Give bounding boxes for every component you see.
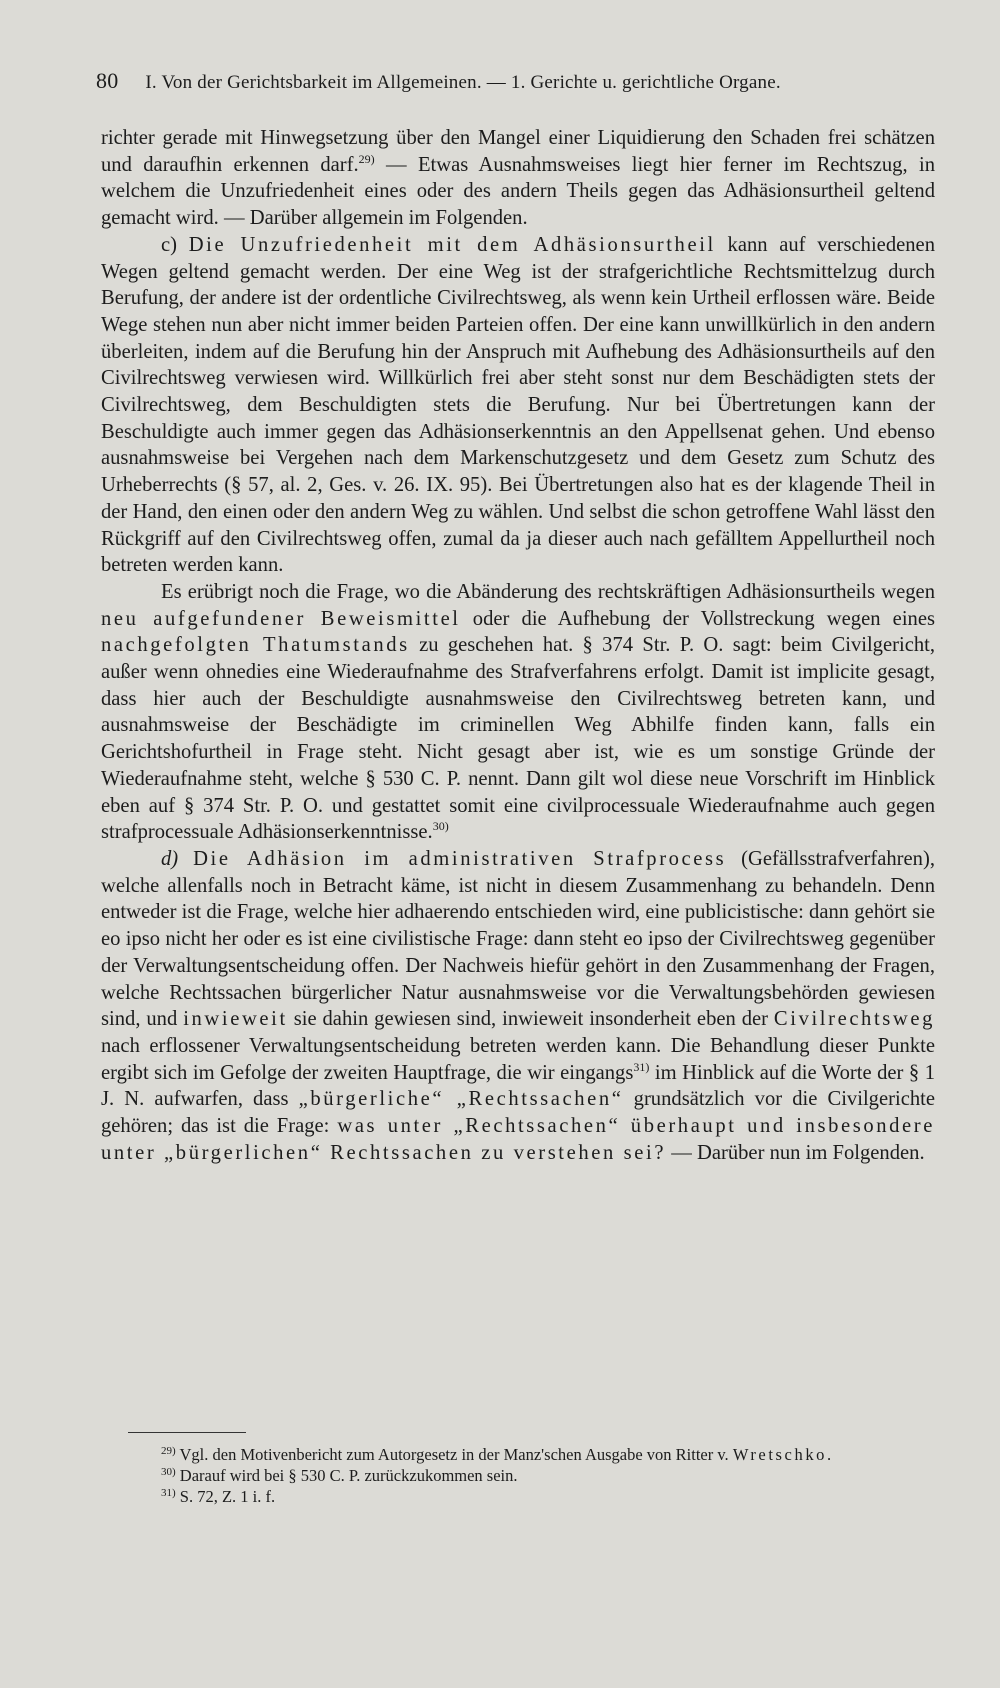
emphasis-text: Die Unzufriedenheit mit dem Adhäsionsurtheil	[188, 233, 716, 256]
footnote-ref-30: 30)	[432, 819, 449, 834]
section-marker-c: c)	[161, 233, 177, 256]
footnote-ref-31: 31)	[633, 1059, 650, 1074]
footnote-text: .	[827, 1445, 832, 1464]
main-text	[101, 125, 935, 1166]
footnote-text: S. 72, Z. 1 i. f.	[175, 1486, 276, 1506]
text-run: kann auf verschiedenen Wegen geltend gemacht werden. Der eine Weg ist der strafgerichtliche Rechtsmittelzug durch Berufung, der andere ist der ordentliche Civilrechtsweg, als wenn kein Urtheil erflossen wäre. Beide Wege stehen nun aber nicht immer beiden Parteien offen. Der eine kann unwillkürlich in den andern überleiten, indem auf die Berufung hin der Anspruch mit Aufhebung des Adhäsionsurtheils auf den Civilrechtsweg verwiesen wird. Willkürlich frei aber steht sonst nur dem Beschädigten stets der Civilrechtsweg, dem Beschuldigten stets die Berufung. Nur bei Übertretungen kann der Beschuldigte auch immer gegen das Adhäsionserkenntnis an den Appellsenat gehen. Und ebenso ausnahmsweise bei Vergehen nach dem Markenschutzgesetz und dem Gesetz zum Schutz des Urheberrechts (§ 57, al. 2, Ges. v. 26. IX. 95). Bei Übertretungen also hat es der klagende Theil in der Hand, den einen oder den andern Weg zu wählen. Und selbst die schon getroffene Wahl lässt den Rückgriff auf den Civilrechtsweg offen, zumal da ja dieser auch nach gefälltem Appellurtheil noch betreten werden kann.	[101, 233, 935, 577]
footnote-text: Darauf wird bei § 530 C. P. zurückzukommen sein.	[175, 1465, 518, 1485]
emphasis-text: neu aufgefundener Beweismittel	[101, 607, 461, 630]
emphasis-text: nachgefolgten Thatumstands	[101, 634, 410, 657]
running-header	[96, 68, 936, 94]
paragraph-3	[101, 579, 935, 846]
footnote-text: Vgl. den Motivenbericht zum Autorgesetz in der Manz'schen Ausgabe von Ritter v.	[175, 1445, 733, 1464]
emphasis-text: was unter „Rechtssachen“ überhaupt und insbesondere unter „bürgerlichen“ Rechtssachen zu verstehen sei?	[101, 1115, 935, 1164]
paragraph-c	[101, 232, 935, 579]
text-run: zu geschehen hat. § 374 Str. P. O. sagt: beim Civilgericht, außer wenn ohnedies eine Wiederaufnahme des Strafverfahrens erfolgt. Damit ist implicite gesagt, dass hier auch der Beschuldigte ausnahmsweise den Civilrechtsweg betreten kann, und ausnahmsweise der Beschädigte im criminellen Weg Abhilfe finden kann, falls ein Gerichtshofurtheil in Frage steht. Nicht gesagt aber ist, wie es um sonstige Gründe der Wiederaufnahme steht, welche § 530 C. P. nennt. Dann gilt wol diese neue Vorschrift im Hinblick eben auf § 374 Str. P. O. und gestattet somit eine civilprocessuale Wiederaufnahme auch gegen strafprocessuale Adhäsionserkenntnisse.	[101, 634, 936, 844]
footnotes	[101, 1445, 935, 1507]
text-run: nach erflossener Verwaltungsentscheidung betreten werden kann. Die Behandlung dieser Punkte ergibt sich im Gefolge der zweiten Hauptfrage, die wir eingangs	[101, 1034, 935, 1084]
text-run: — Etwas Ausnahmsweises liegt hier ferner im Rechtszug, in welchem die Unzufriedenheit eines oder des andern Theils gegen das Adhäsionsurtheil geltend gemacht wird. — Darüber allgemein im Folgenden.	[101, 153, 936, 230]
text-run: im Hinblick auf die Worte der § 1 J. N. aufwarfen, dass	[101, 1061, 935, 1111]
footnote-number: 29)	[161, 1445, 176, 1457]
section-marker-d: d)	[161, 847, 179, 870]
text-run: — Darüber nun im Folgenden.	[666, 1141, 925, 1164]
paragraph-d	[101, 846, 935, 1166]
footnote-30	[101, 1466, 935, 1487]
emphasis-text: inwieweit	[183, 1008, 288, 1031]
text-run: sie dahin gewiesen sind, inwieweit insonderheit eben der	[287, 1008, 774, 1031]
emphasis-text: „bürgerliche“ „Rechtssachen“	[298, 1088, 624, 1111]
text-run: Es erübrigt noch die Frage, wo die Abänderung des rechtskräftigen Adhäsionsurtheils wegen	[161, 580, 935, 603]
footnote-number: 31)	[161, 1486, 176, 1499]
paragraph-1	[101, 125, 935, 232]
footnote-ref-29: 29)	[358, 151, 375, 166]
footnote-29	[101, 1445, 935, 1466]
text-run: grundsätzlich vor die Civilgerichte gehören; das ist die Frage:	[101, 1088, 935, 1138]
emphasis-text: Wretschko	[732, 1445, 828, 1464]
text-run: richter gerade mit Hinwegsetzung über den Mangel einer Liquidierung den Schaden frei schätzen und daraufhin erkennen darf.	[101, 127, 935, 176]
emphasis-text: Civilrechtsweg	[773, 1008, 936, 1031]
text-run: (Gefällsstrafverfahren), welche allenfalls noch in Betracht käme, ist nicht in diesem Zusammenhang zu behandeln. Denn entweder ist die Frage, welche hier adhaerendo entschieden wird, eine publicistische: dann gehört sie eo ipso nicht her oder es ist eine civilistische Frage: dann steht eo ipso der Civilrechtsweg gegenüber der Verwaltungsentscheidung offen. Der Nachweis hiefür gehört in den Zusammenhang der Fragen, welche Rechtssachen bürgerlicher Natur ausnahmsweise vor die Verwaltungsbehörden gewiesen sind, und	[101, 847, 935, 1031]
emphasis-text: Die Adhäsion im administrativen Strafprocess	[193, 847, 727, 870]
footnote-separator	[128, 1432, 246, 1433]
page-number: 80	[96, 68, 119, 93]
text-run: oder die Aufhebung der Vollstreckung wegen eines	[460, 607, 935, 630]
footnote-31	[101, 1487, 935, 1508]
running-title: I. Von der Gerichtsbarkeit im Allgemeinen. — 1. Gerichte u. gerichtliche Organe.	[145, 72, 781, 93]
footnote-number: 30)	[161, 1465, 176, 1478]
